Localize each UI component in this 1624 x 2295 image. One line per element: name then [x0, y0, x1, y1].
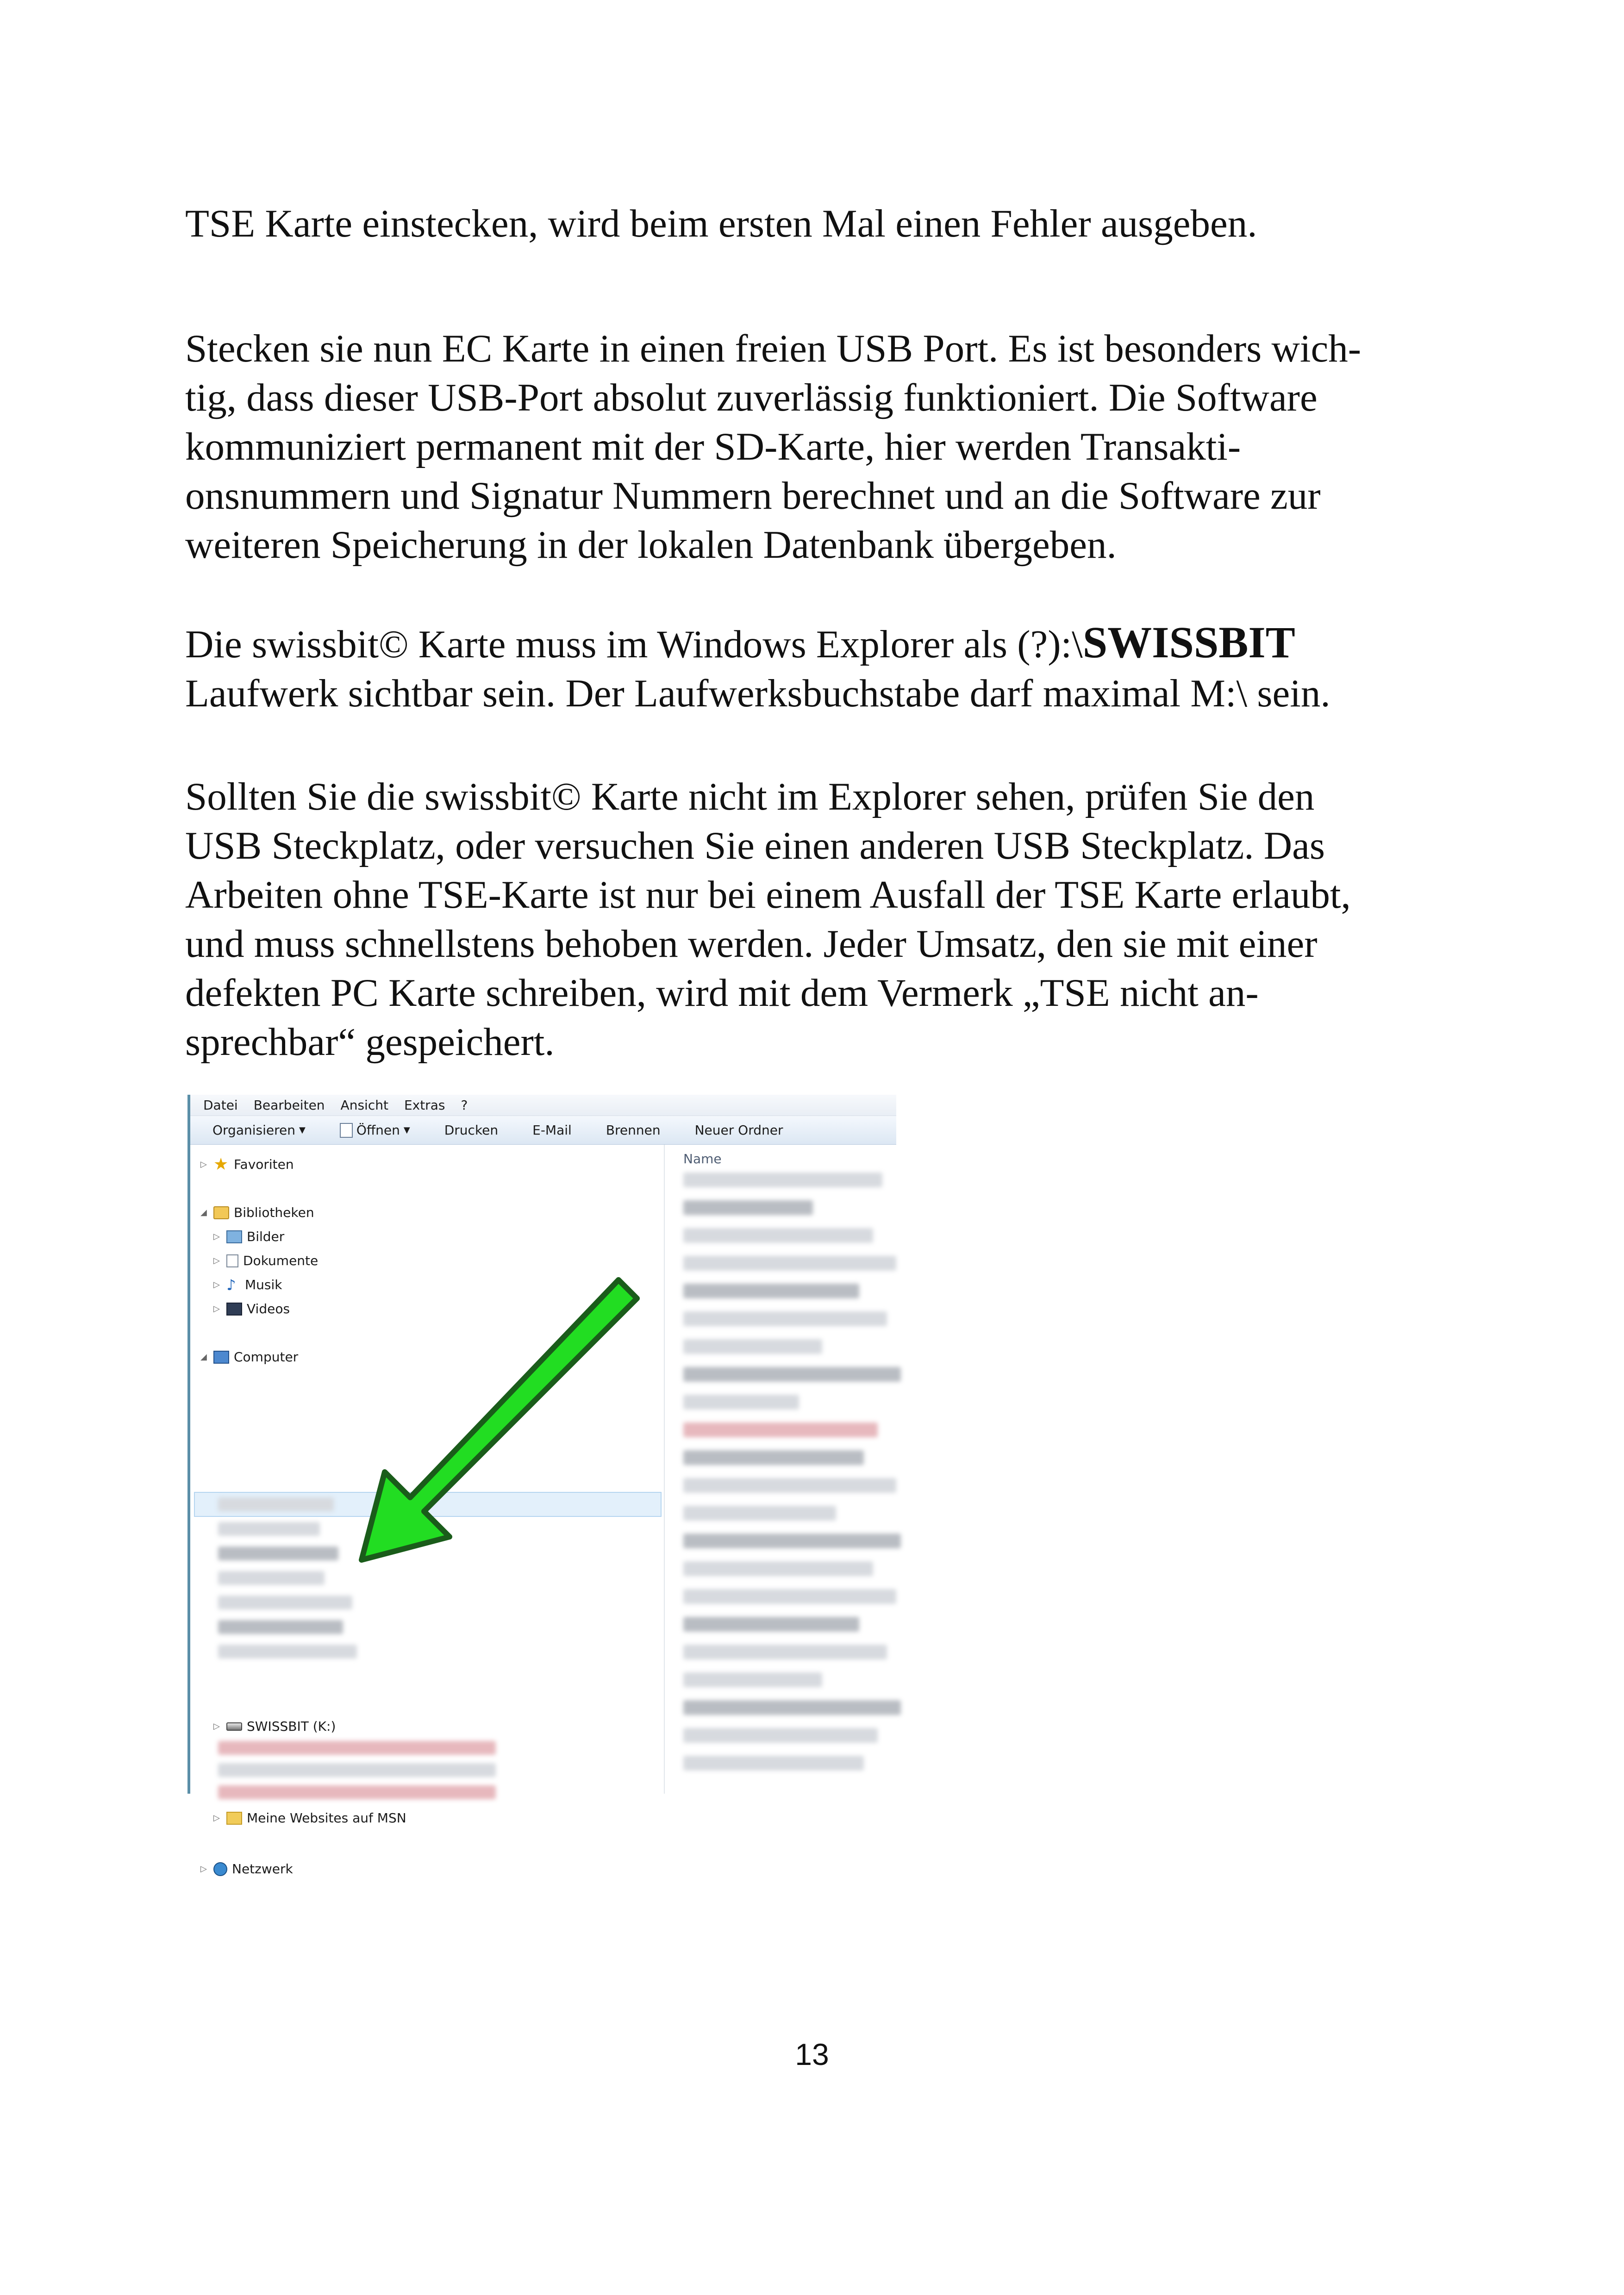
paragraph-usb-port [185, 324, 1463, 569]
expand-arrow-icon[interactable]: ▷ [213, 1304, 220, 1314]
text-line: Stecken sie nun EC Karte in einen freien USB Port. Es ist besonders wich- [185, 327, 1362, 370]
tree-item-network[interactable] [200, 1861, 293, 1877]
document-icon [340, 1123, 353, 1138]
tree-label: Videos [247, 1301, 290, 1316]
blurred-drive-entry [218, 1741, 496, 1755]
blurred-file-row [683, 1589, 896, 1604]
explorer-screenshot [187, 1095, 896, 1877]
blurred-file-row [683, 1672, 822, 1687]
text-line: und muss schnellstens behoben werden. Jeder Umsatz, den sie mit einer [185, 922, 1318, 966]
music-icon: ♪ [226, 1276, 236, 1294]
blurred-drive-entry [218, 1785, 496, 1799]
menu-extras[interactable]: Extras [404, 1098, 445, 1113]
tree-label: Computer [234, 1349, 299, 1365]
blurred-drive-entry [218, 1547, 338, 1560]
command-bar [190, 1116, 896, 1145]
tree-label: Netzwerk [232, 1861, 293, 1877]
blurred-drive-entry [218, 1497, 334, 1511]
text-line: Die swissbit© Karte muss im Windows Explorer als (?):\ [185, 623, 1083, 666]
text-line: TSE Karte einstecken, wird beim ersten Mal einen Fehler ausgeben. [185, 202, 1257, 245]
blurred-file-row [683, 1228, 873, 1243]
menu-bar [190, 1095, 896, 1116]
blurred-file-row [683, 1311, 887, 1326]
tree-item-msn[interactable] [213, 1810, 406, 1826]
library-icon [213, 1206, 229, 1219]
tree-label: Musik [245, 1277, 282, 1292]
paragraph-insert-card [185, 199, 1463, 248]
paragraph-swissbit-drive [185, 618, 1463, 718]
blurred-file-row [683, 1367, 901, 1382]
expand-arrow-icon[interactable]: ▷ [200, 1160, 207, 1169]
blurred-file-row [683, 1561, 873, 1576]
text-line: Laufwerk sichtbar sein. Der Laufwerksbuchstabe darf maximal M:\ sein. [185, 672, 1330, 715]
blurred-file-row [683, 1256, 896, 1271]
computer-icon [213, 1351, 229, 1364]
drive-icon [226, 1722, 242, 1731]
open-label: Öffnen [356, 1123, 400, 1138]
tree-item-videos[interactable] [213, 1301, 290, 1316]
expand-arrow-icon[interactable]: ▷ [213, 1813, 220, 1823]
blurred-file-row [683, 1756, 864, 1771]
blurred-file-row [683, 1395, 799, 1409]
menu-bearbeiten[interactable]: Bearbeiten [253, 1098, 325, 1113]
navigation-pane [190, 1145, 665, 1826]
folder-icon [226, 1812, 242, 1825]
text-line: Arbeiten ohne TSE-Karte ist nur bei einem Ausfall der TSE Karte erlaubt, [185, 873, 1351, 917]
blurred-file-row [683, 1478, 896, 1493]
network-icon [213, 1862, 227, 1876]
column-header-name[interactable]: Name [683, 1151, 722, 1166]
tree-label: Bibliotheken [234, 1205, 314, 1220]
blurred-drive-entry [218, 1596, 352, 1609]
blurred-file-row [683, 1617, 859, 1632]
tree-item-documents[interactable] [213, 1253, 318, 1268]
blurred-file-row [683, 1200, 813, 1215]
blurred-drive-entry [218, 1571, 325, 1585]
print-button[interactable] [444, 1123, 498, 1138]
text-line: USB Steckplatz, oder versuchen Sie einen anderen USB Steckplatz. Das [185, 824, 1325, 867]
tree-label: Favoriten [234, 1157, 294, 1172]
star-icon: ★ [213, 1154, 229, 1174]
chevron-down-icon: ▼ [403, 1125, 410, 1135]
paragraph-troubleshooting [185, 772, 1463, 1066]
collapse-arrow-icon[interactable]: ◢ [200, 1352, 207, 1362]
expand-arrow-icon[interactable]: ▷ [213, 1256, 220, 1266]
tree-item-computer[interactable] [200, 1349, 298, 1365]
new-folder-label: Neuer Ordner [694, 1123, 783, 1138]
blurred-file-row [683, 1700, 901, 1715]
print-label: Drucken [444, 1123, 499, 1138]
expand-arrow-icon[interactable]: ▷ [200, 1864, 207, 1874]
tree-item-pictures[interactable] [213, 1229, 284, 1244]
text-line: sprechbar“ gespeichert. [185, 1020, 555, 1064]
menu-ansicht[interactable]: Ansicht [340, 1098, 388, 1113]
tree-item-libraries[interactable] [200, 1205, 314, 1220]
tree-label: SWISSBIT (K:) [247, 1719, 336, 1734]
blurred-file-row [683, 1728, 878, 1743]
text-line: onsnummern und Signatur Nummern berechnet und an die Software zur [185, 474, 1321, 518]
blurred-file-row [683, 1450, 864, 1465]
tree-item-swissbit-drive[interactable] [213, 1719, 336, 1734]
tree-label: Bilder [247, 1229, 285, 1244]
blurred-file-row [683, 1645, 887, 1659]
new-folder-button[interactable] [695, 1123, 783, 1138]
text-line: tig, dass dieser USB-Port absolut zuverlässig funktioniert. Die Software [185, 376, 1318, 419]
chevron-down-icon: ▼ [299, 1125, 306, 1135]
blurred-file-row [683, 1172, 882, 1187]
blurred-file-row [683, 1422, 878, 1437]
text-line: defekten PC Karte schreiben, wird mit dem Vermerk „TSE nicht an- [185, 971, 1259, 1015]
video-icon [226, 1303, 242, 1316]
blurred-file-row [683, 1284, 859, 1298]
pictures-icon [226, 1230, 242, 1243]
organize-button[interactable] [212, 1123, 306, 1138]
expand-arrow-icon[interactable]: ▷ [213, 1721, 220, 1731]
blurred-file-row [683, 1339, 822, 1354]
collapse-arrow-icon[interactable]: ◢ [200, 1208, 207, 1217]
menu-datei[interactable]: Datei [203, 1098, 238, 1113]
menu-help[interactable]: ? [461, 1098, 468, 1113]
blurred-file-row [683, 1534, 901, 1548]
blurred-file-row [683, 1506, 836, 1521]
file-list [665, 1145, 896, 1794]
burn-label: Brennen [606, 1123, 661, 1138]
blurred-drive-entry [218, 1522, 320, 1536]
swissbit-emphasis: SWISSBIT [1082, 617, 1295, 667]
documents-icon [226, 1254, 238, 1267]
blurred-drive-entry [218, 1645, 357, 1659]
expand-arrow-icon[interactable]: ▷ [213, 1232, 220, 1241]
burn-button[interactable] [606, 1123, 661, 1138]
tree-label: Dokumente [243, 1253, 319, 1268]
email-button[interactable] [532, 1123, 572, 1138]
text-line: weiteren Speicherung in der lokalen Datenbank übergeben. [185, 523, 1117, 567]
text-line: kommuniziert permanent mit der SD-Karte, hier werden Transakti- [185, 425, 1241, 468]
open-button[interactable] [340, 1123, 410, 1138]
tree-item-music[interactable] [213, 1277, 282, 1292]
expand-arrow-icon[interactable]: ▷ [213, 1280, 220, 1290]
tree-label: Meine Websites auf MSN [247, 1810, 406, 1826]
organize-label: Organisieren [212, 1123, 295, 1138]
blurred-drive-entry [218, 1620, 343, 1634]
email-label: E-Mail [532, 1123, 572, 1138]
page-number: 13 [795, 2037, 829, 2071]
blurred-drive-entry [218, 1763, 496, 1777]
text-line: Sollten Sie die swissbit© Karte nicht im Explorer sehen, prüfen Sie den [185, 775, 1315, 818]
tree-item-favorites[interactable] [200, 1154, 294, 1174]
